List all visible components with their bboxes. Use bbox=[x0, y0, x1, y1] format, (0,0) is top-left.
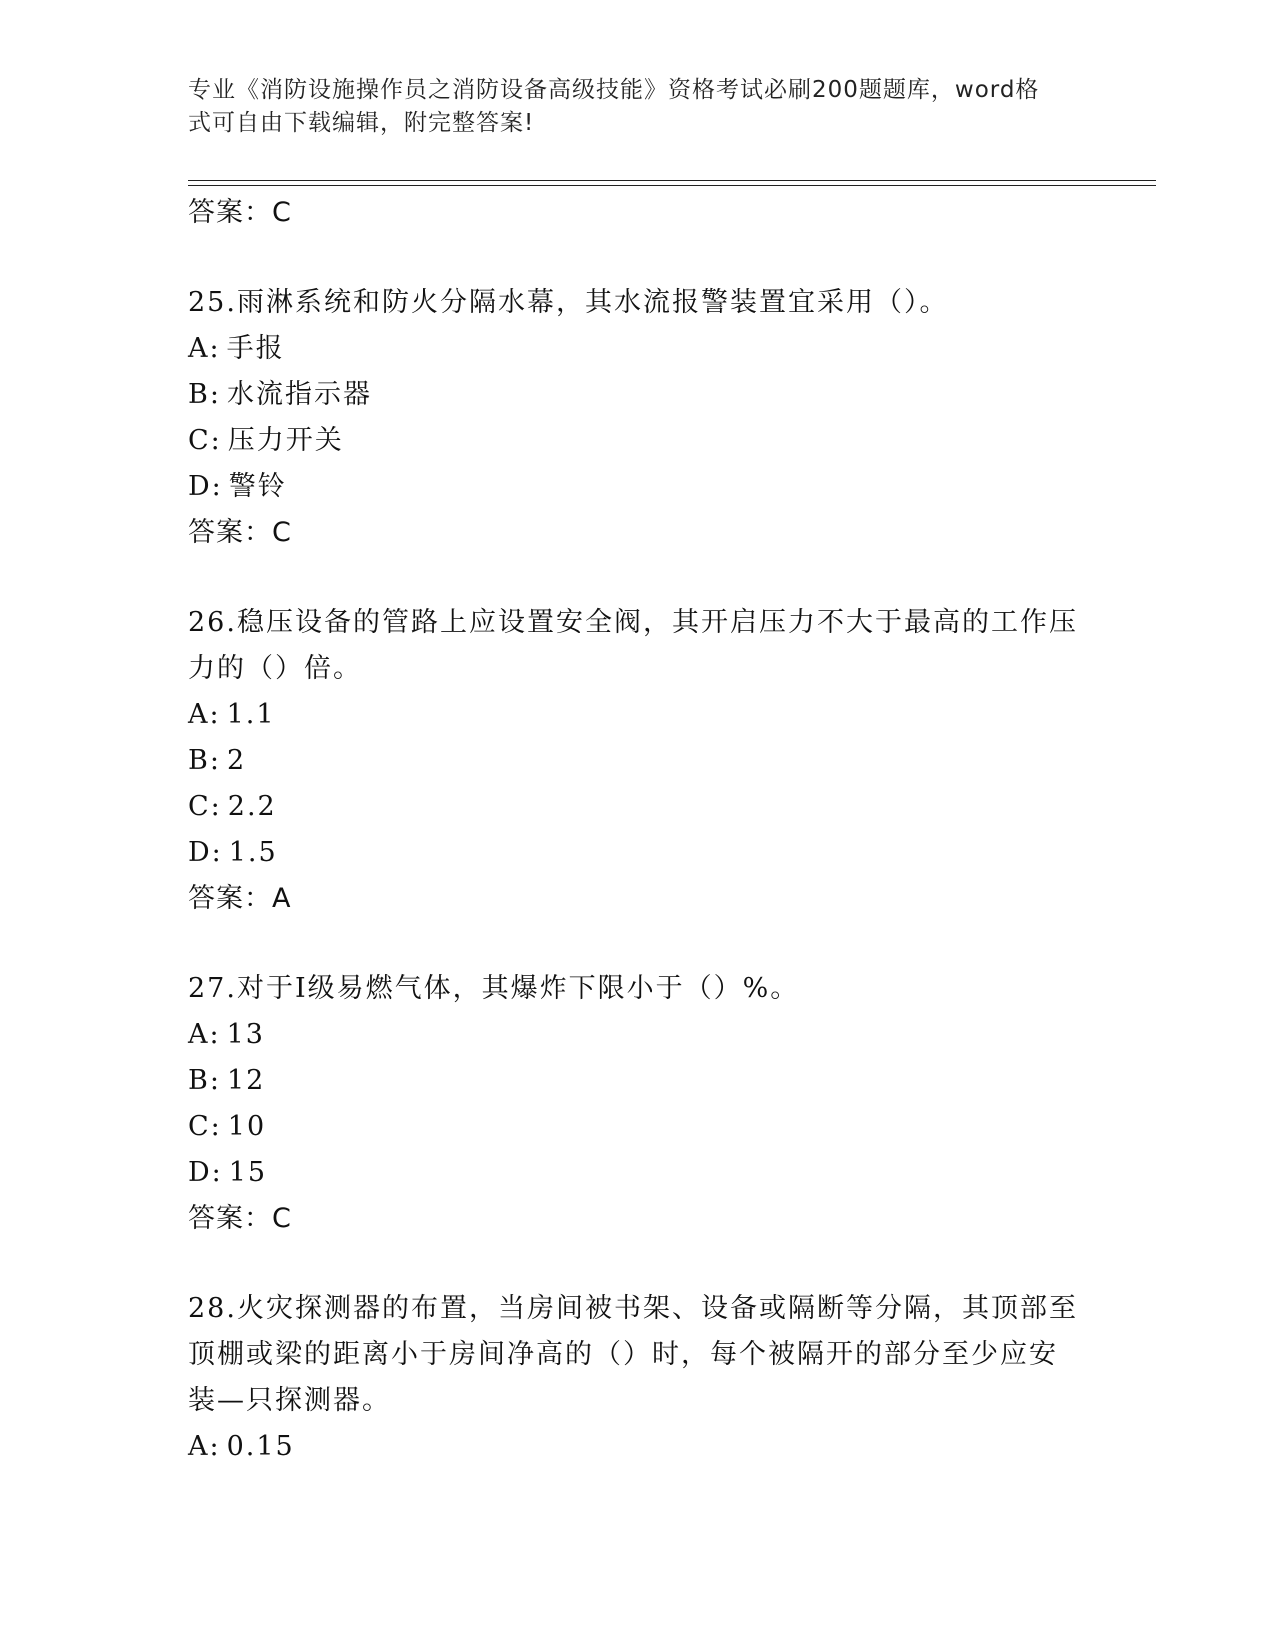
question-text: 26.稳压设备的管路上应设置安全阀，其开启压力不大于最高的工作压力的（）倍。 bbox=[188, 607, 1078, 684]
question-28 bbox=[188, 1286, 1088, 1470]
option-b bbox=[188, 738, 1088, 784]
option-c bbox=[188, 1104, 1088, 1150]
option-key: A: bbox=[188, 1431, 221, 1462]
option-key: D: bbox=[188, 471, 223, 502]
option-value: 2 bbox=[226, 745, 247, 776]
header-line-1: 专业《消防设施操作员之消防设备高级技能》资格考试必刷200题题库，word格 bbox=[188, 77, 1040, 103]
option-value: 警铃 bbox=[228, 471, 287, 502]
option-value: 15 bbox=[228, 1157, 268, 1188]
option-value: 13 bbox=[226, 1019, 265, 1050]
question-27 bbox=[188, 966, 1088, 1242]
previous-answer: 答案：C bbox=[188, 197, 292, 228]
question-text: 25.雨淋系统和防火分隔水幕，其水流报警装置宜采用（）。 bbox=[188, 287, 949, 318]
option-b bbox=[188, 372, 1088, 418]
option-key: C: bbox=[188, 791, 222, 822]
answer-line: 答案：A bbox=[188, 883, 292, 914]
question-list bbox=[188, 190, 1088, 1470]
option-value: 0.15 bbox=[226, 1431, 295, 1462]
question-25 bbox=[188, 280, 1088, 556]
option-key: B: bbox=[188, 1065, 221, 1096]
option-c bbox=[188, 418, 1088, 464]
option-key: B: bbox=[188, 379, 221, 410]
option-value: 1.1 bbox=[226, 699, 276, 730]
option-value: 1.5 bbox=[228, 837, 278, 868]
header-line-2: 式可自由下载编辑，附完整答案! bbox=[188, 110, 535, 136]
option-key: B: bbox=[188, 745, 221, 776]
option-d bbox=[188, 830, 1088, 876]
option-key: C: bbox=[188, 1111, 222, 1142]
question-text: 28.火灾探测器的布置，当房间被书架、设备或隔断等分隔，其顶部至顶棚或梁的距离小于房间净高的（）时，每个被隔开的部分至少应安装—只探测器。 bbox=[188, 1293, 1078, 1416]
option-d bbox=[188, 1150, 1088, 1196]
option-key: A: bbox=[188, 333, 221, 364]
option-a bbox=[188, 1012, 1088, 1058]
answer-line: 答案：C bbox=[188, 1203, 292, 1234]
option-value: 水流指示器 bbox=[226, 379, 372, 410]
header-divider-bottom bbox=[188, 185, 1156, 186]
option-key: A: bbox=[188, 699, 221, 730]
header-divider-top bbox=[188, 180, 1156, 181]
option-a bbox=[188, 1424, 1088, 1470]
option-key: D: bbox=[188, 837, 223, 868]
option-value: 压力开关 bbox=[227, 425, 344, 456]
option-b bbox=[188, 1058, 1088, 1104]
option-key: D: bbox=[188, 1157, 223, 1188]
option-a bbox=[188, 692, 1088, 738]
option-value: 12 bbox=[226, 1065, 266, 1096]
option-c bbox=[188, 784, 1088, 830]
question-text: 27.对于Ⅰ级易燃气体，其爆炸下限小于（）%。 bbox=[188, 973, 800, 1004]
document-header bbox=[188, 74, 1068, 140]
option-value: 手报 bbox=[226, 333, 285, 364]
option-value: 2.2 bbox=[227, 791, 277, 822]
option-key: C: bbox=[188, 425, 222, 456]
option-d bbox=[188, 464, 1088, 510]
option-value: 10 bbox=[227, 1111, 267, 1142]
option-a bbox=[188, 326, 1088, 372]
answer-line: 答案：C bbox=[188, 517, 292, 548]
question-26 bbox=[188, 600, 1088, 922]
option-key: A: bbox=[188, 1019, 221, 1050]
